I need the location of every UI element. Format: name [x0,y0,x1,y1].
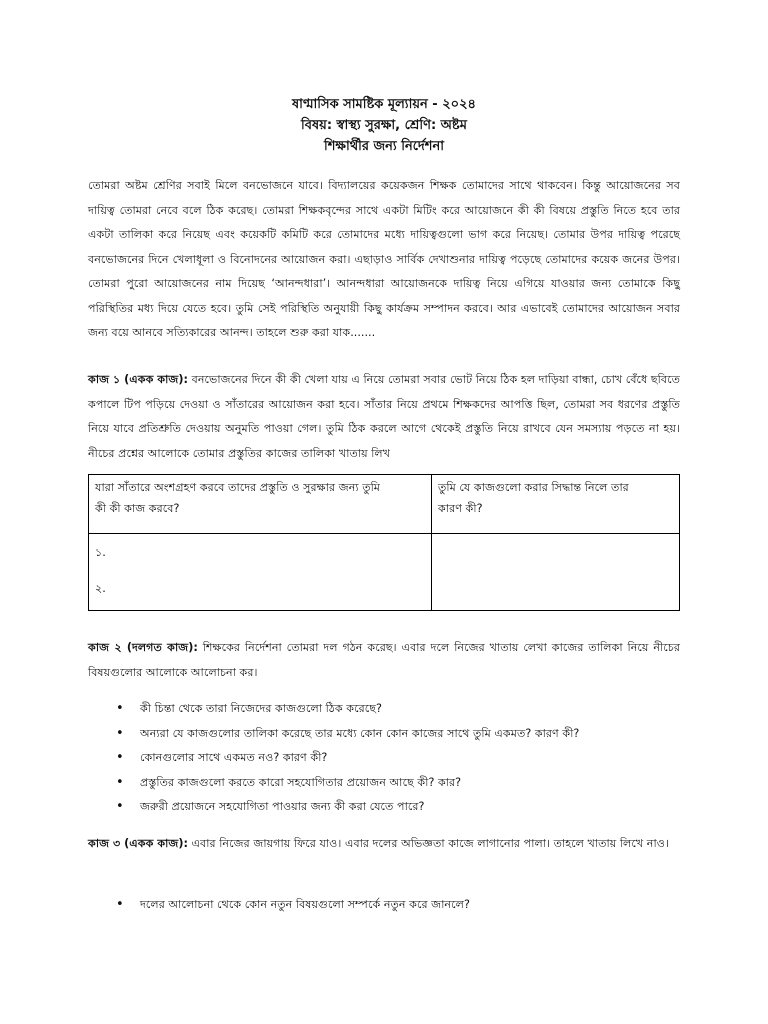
list-item-text: জরুরী প্রয়োজনে সহযোগিতা পাওয়ার জন্য কী করা যেতে পারে? [140,800,425,813]
list-item-text: কোনগুলোর সাথে একমত নও? কারণ কী? [140,751,328,764]
intro-paragraph: তোমরা অষ্টম শ্রেণির সবাই মিলে বনভোজনে যাবে। বিদ্যালয়ের কয়েকজন শিক্ষক তোমাদের সাথে থাকবেন। কিন্তু আয়োজনের সব দায়িত্ব তোমরা নেবে বলে ঠিক করেছ। তোমরা শিক্ষকবৃন্দের সাথে একটা মিটিং করে আয়োজনে কী কী বিষয়ে প্রস্তুতি নিতে হবে তার একটা তালিকা করে নিয়েছ এবং কয়েকটি কমিটি করে তোমাদের মধ্যে দায়িত্বগুলো ভাগ করে নিয়েছ। তোমার উপর দায়িত্ব পরেছে বনভোজনের দিনে খেলাধূলা ও বিনোদনের আয়োজন করা। এছাড়াও সার্বিক দেখাশুনার দায়িত্ব পড়েছে তোমাদের কয়েক জনের উপর। তোমরা পুরো আয়োজনের নাম দিয়েছ ‘আনন্দধারা’। আনন্দধারা আয়োজনকে দায়িত্ব নিয়ে এগিয়ে যাওয়ার জন্য তোমাকে কিছু পরিস্থিতির মধ্য দিয়ে যেতে হবে। তুমি সেই পরিস্থিতি অনুযায়ী কিছু কার্যক্রম সম্পাদন করবে। আর এভাবেই তোমাদের আয়োজন সবার জন্য বয়ে আনবে সত্যিকারের আনন্দ। তাহলে শুরু করা যাক....... [88,179,680,339]
task2-bullet-list [116,697,676,820]
document-header [0,94,768,157]
table-header-cell-reasons [432,475,680,534]
bullet-icon: • [116,774,124,790]
task1-paragraph [88,368,680,466]
subject-class-line: বিষয়: স্বাস্থ্য সুরক্ষা, শ্রেণি: অষ্টম [301,118,467,133]
bullet-icon: • [116,725,124,741]
list-item [116,893,676,918]
bullet-icon: • [116,750,124,765]
bullet-icon: • [116,701,124,716]
list-item [116,697,676,722]
table-row [89,534,680,611]
list-item [116,795,676,820]
list-item-text: অন্যরা যে কাজগুলোর তালিকা করেছে তার মধ্যে কোন কোন কাজের সাথে তুমি একমত? কারণ কী? [140,726,580,740]
table-header-text: তুমি যে কাজগুলো করার সিদ্ধান্ত নিলে তার [438,481,629,494]
exam-title: ষাণ্মাসিক সামষ্টিক মূল্যায়ন - ২০২৪ [292,97,476,112]
row-number: ১. [95,546,106,559]
table-header-row [89,475,680,534]
task3-text: এবার নিজের জায়গায় ফিরে যাও। এবার দলের অভিজ্ঞতা কাজে লাগানোর পালা। তাহলে খাতায় লিখে নাও। [187,837,669,850]
table-cell-answers [89,534,432,611]
task2-label: কাজ ২ (দলগত কাজ): [88,641,198,654]
task3-paragraph [88,832,680,857]
table-cell-reasons [432,534,680,611]
list-item [116,771,676,796]
list-item [116,722,676,747]
bullet-icon: • [116,897,124,912]
task3-label: কাজ ৩ (একক কাজ): [88,837,188,850]
task1-answer-table [88,474,680,611]
list-item-text: দলের আলোচনা থেকে কোন নতুন বিষয়গুলো সম্পর্কে নতুন করে জানলে? [140,898,470,911]
task1-text: বনভোজনের দিনে কী কী খেলা যায় এ নিয়ে তোমরা সবার ভোট নিয়ে ঠিক হল দাড়িয়া বান্ধা, চোখ বেঁধে ছবিতে কপালে টিপ পড়িয়ে দেওয়া ও সাঁতারের আয়োজন করা হবে। সাঁতার নিয়ে প্রথমে শিক্ষকদের আপত্তি ছিল, তোমরা সব ধরণের প্রস্তুতি নিয়ে যাবে প্রতিশ্রুতি দেওয়ায় অনুমতি পাওয়া গেল। তুমি ঠিক করলে আগে থেকেই প্রস্তুতি নিয়ে রাখবে যেন সমস্যায় পড়তে না হয়। নীচের প্রশ্নের আলোকে তোমার প্রস্তুতির কাজের তালিকা খাতায় লিখ [88,373,680,460]
table-header-cell-tasks [89,475,432,534]
task2-paragraph [88,636,680,685]
list-item [116,746,676,771]
task3-bullet-list [116,893,676,918]
table-header-text: যারা সাঁতারে অংশগ্রহণ করবে তাদের প্রস্তুতি ও সুরক্ষার জন্য তুমি [95,481,380,494]
list-item-text: কী চিন্তা থেকে তারা নিজেদের কাজগুলো ঠিক করেছে? [140,702,382,715]
table-header-text: কারণ কী? [438,502,483,515]
table-header-text: কী কী কাজ করবে? [95,502,180,515]
bullet-icon: • [116,799,124,814]
instructions-heading: শিক্ষার্থীর জন্য নির্দেশনা [324,139,444,154]
task1-label: কাজ ১ (একক কাজ): [88,373,189,386]
row-number: ২. [95,582,106,595]
list-item-text: প্রস্তুতির কাজগুলো করতে কারো সহযোগিতার প্রয়োজন আছে কী? কার? [140,775,462,789]
task2-text: শিক্ষকের নির্দেশনা তোমরা দল গঠন করেছ। এবার দলে নিজের খাতায় লেখা কাজের তালিকা নিয়ে নীচের বিষয়গুলোর আলোকে আলোচনা কর। [88,641,680,679]
